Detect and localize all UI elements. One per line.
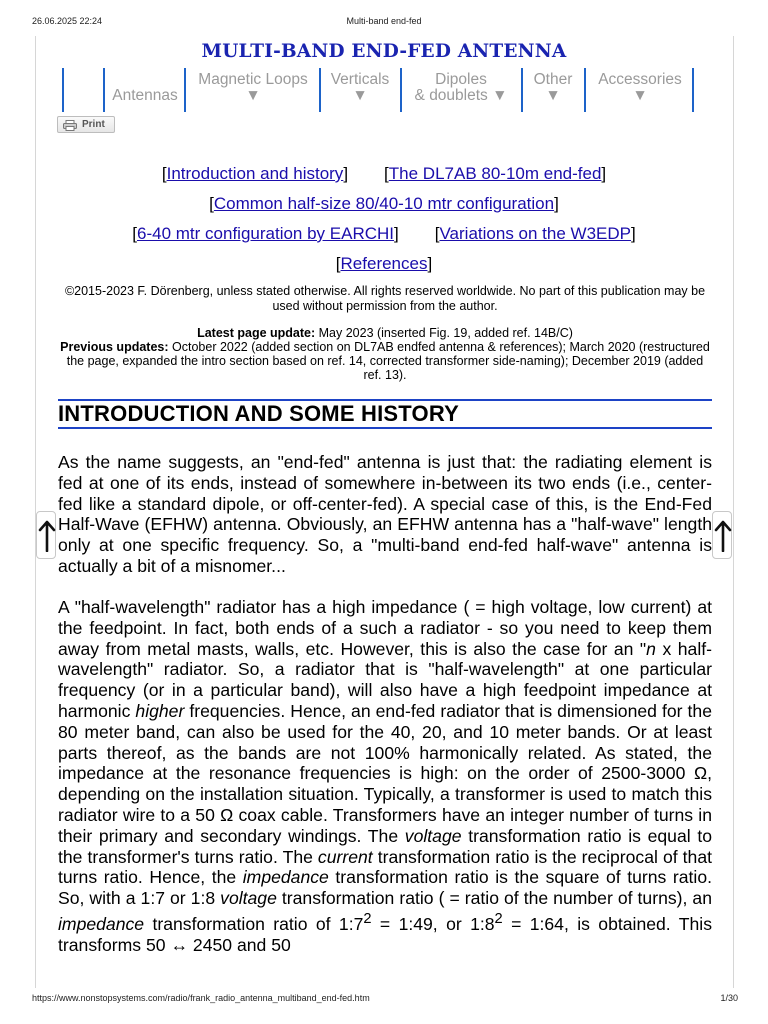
section-heading: INTRODUCTION AND SOME HISTORY bbox=[58, 401, 459, 426]
print-date: 26.06.2025 22:24 bbox=[32, 16, 103, 26]
print-doc-title: Multi-band end-fed bbox=[346, 16, 422, 26]
nav-separator bbox=[62, 68, 64, 112]
text-run: = 1:49, or 1:8 bbox=[371, 913, 495, 934]
text-run: transformation ratio of 1:7 bbox=[144, 913, 364, 934]
text-run: transformation ratio ( = ratio of the number of turns), an bbox=[276, 888, 712, 909]
toc-row: [Introduction and history] [The DL7AB 80-10m end-fed] bbox=[161, 164, 607, 183]
nav-separator bbox=[584, 68, 586, 112]
toc-link-w3edp[interactable]: Variations on the W3EDP bbox=[439, 224, 631, 243]
nav-item-label: Accessories bbox=[598, 71, 682, 88]
nav-item-label: Other bbox=[533, 71, 573, 88]
nav-separator bbox=[400, 68, 402, 112]
nav-item-other[interactable] bbox=[527, 72, 579, 104]
latest-update-text: May 2023 (inserted Fig. 19, added ref. 14B/C) bbox=[318, 326, 573, 340]
toc-link-introduction[interactable]: Introduction and history bbox=[166, 164, 344, 183]
text-run: A "half-wavelength" radiator has a high impedance ( = high voltage, low current) at the feedpoint. In fact, both ends of a such a radiator - so you need to keep them away from metal masts, walls, etc. However, this is also the case for an " bbox=[58, 597, 712, 659]
italic-run: higher bbox=[135, 700, 185, 721]
print-button[interactable] bbox=[57, 116, 115, 133]
toc-link-dl7ab[interactable]: The DL7AB 80-10m end-fed bbox=[388, 164, 602, 183]
scroll-top-button-right[interactable] bbox=[712, 511, 732, 559]
printer-icon bbox=[63, 120, 77, 131]
chevron-down-icon: ▼ bbox=[245, 87, 261, 104]
latest-update bbox=[58, 326, 712, 340]
print-button-label: Print bbox=[82, 119, 105, 130]
italic-run: impedance bbox=[242, 867, 329, 888]
chevron-down-icon: ▼ bbox=[545, 87, 561, 104]
previous-updates-label: Previous updates: bbox=[60, 340, 169, 354]
page-number: 1/30 bbox=[720, 993, 738, 1003]
heading-rule-bottom bbox=[58, 427, 712, 429]
print-header bbox=[0, 16, 768, 30]
text-run: transformation ratio is equal to the transformer's turns ratio. The bbox=[58, 825, 713, 867]
body-paragraph bbox=[58, 597, 712, 955]
print-url: https://www.nonstopsystems.com/radio/frank_radio_antenna_multiband_end-fed.htm bbox=[32, 993, 370, 1003]
copyright-notice: ©2015-2023 F. Dörenberg, unless stated otherwise. All rights reserved worldwide. No part of this publication may be used without permission from the author. bbox=[64, 284, 706, 313]
toc-link-earchi[interactable]: 6-40 mtr configuration by EARCHI bbox=[137, 224, 395, 243]
previous-updates bbox=[58, 340, 712, 382]
italic-run: impedance bbox=[58, 913, 145, 934]
previous-updates-text: October 2022 (added section on DL7AB endfed antenna & references); March 2020 (restructured the page, expanded the intro section based on ref. 14, corrected transformer side-naming); December 2019 (added ref. 13). bbox=[66, 340, 710, 382]
nav-item-magnetic-loops[interactable] bbox=[189, 72, 317, 104]
text-run: frequencies. Hence, an end-fed radiator that is dimensioned for the 80 meter band, can also be used for the 40, 20, and 10 meter bands. Or at least parts thereof, as the bands are not 100% harmonically related. As stated, the impedance at the resonance frequencies is high: on the order of 2500-3000 Ω, depending on the installation situation. Typically, a transformer is used to match this radiator wire to a 50 Ω coax cable. Transformers have an integer number of turns in their primary and secondary windings. The bbox=[58, 700, 713, 846]
toc-row: [References] bbox=[335, 254, 433, 273]
latest-update-label: Latest page update: bbox=[197, 326, 316, 340]
text-run: = 1:64, is obtained. This transforms 50 ↔ 2450 and 50 bbox=[58, 913, 712, 955]
nav-item-label-2: & doublets ▼ bbox=[414, 87, 508, 104]
text-run: x half-wavelength" radiator. So, a radiator that is "half-wavelength" at one particular frequency (or in a particular band), will also have a high feedpoint impedance at harmonic bbox=[58, 638, 712, 721]
up-arrow-icon bbox=[38, 520, 56, 552]
toc-row: [6-40 mtr configuration by EARCHI] [Variations on the W3EDP] bbox=[132, 224, 636, 243]
body-paragraph: As the name suggests, an "end-fed" antenna is just that: the radiating element is fed at one of its ends, instead of somewhere in-between its two ends (i.e., center-fed like a standard dipole, or off-center-fed). A special case of this, is the End-Fed Half-Wave (EFHW) antenna. Obviously, an EFHW antenna has a "half-wave" length only at one specific frequency. So, a "multi-band end-fed half-wave" antenna is actually a bit of a misnomer... bbox=[58, 452, 712, 576]
chevron-down-icon: ▼ bbox=[632, 87, 648, 104]
superscript: 2 bbox=[363, 910, 372, 927]
chevron-down-icon: ▼ bbox=[352, 87, 368, 104]
nav-item-accessories[interactable] bbox=[590, 72, 690, 104]
nav-item-dipoles[interactable] bbox=[405, 72, 517, 104]
scroll-top-button-left[interactable] bbox=[36, 511, 56, 559]
nav-item-label: Antennas bbox=[112, 87, 178, 104]
nav-item-label: Verticals bbox=[330, 71, 390, 88]
site-title: MULTI-BAND END-FED ANTENNA bbox=[201, 41, 567, 62]
text-run: transformation ratio is the square of turns ratio. So, with a 1:7 or 1:8 bbox=[58, 867, 712, 909]
italic-run: voltage bbox=[220, 888, 277, 909]
nav-separator bbox=[692, 68, 694, 112]
up-arrow-icon bbox=[714, 520, 732, 552]
toc-link-half-size[interactable]: Common half-size 80/40-10 mtr configuration bbox=[213, 194, 555, 213]
nav-item-antennas[interactable] bbox=[106, 88, 184, 104]
nav-separator bbox=[319, 68, 321, 112]
toc-link-references[interactable]: References bbox=[340, 254, 428, 273]
italic-run: n bbox=[646, 638, 656, 659]
print-footer bbox=[0, 993, 768, 1007]
italic-run: current bbox=[317, 846, 373, 867]
nav-item-label: Dipoles bbox=[435, 71, 487, 88]
italic-run: voltage bbox=[404, 825, 462, 846]
nav-item-verticals[interactable] bbox=[323, 72, 397, 104]
nav-separator bbox=[521, 68, 523, 112]
superscript: 2 bbox=[494, 910, 503, 927]
nav-separator bbox=[184, 68, 186, 112]
text-run: transformation ratio is the reciprocal of that turns ratio. Hence, the bbox=[58, 846, 712, 888]
nav-item-label: Magnetic Loops bbox=[198, 71, 308, 88]
update-notes bbox=[58, 326, 712, 382]
nav-separator bbox=[103, 68, 105, 112]
toc-row: [Common half-size 80/40-10 mtr configuration] bbox=[209, 194, 559, 213]
